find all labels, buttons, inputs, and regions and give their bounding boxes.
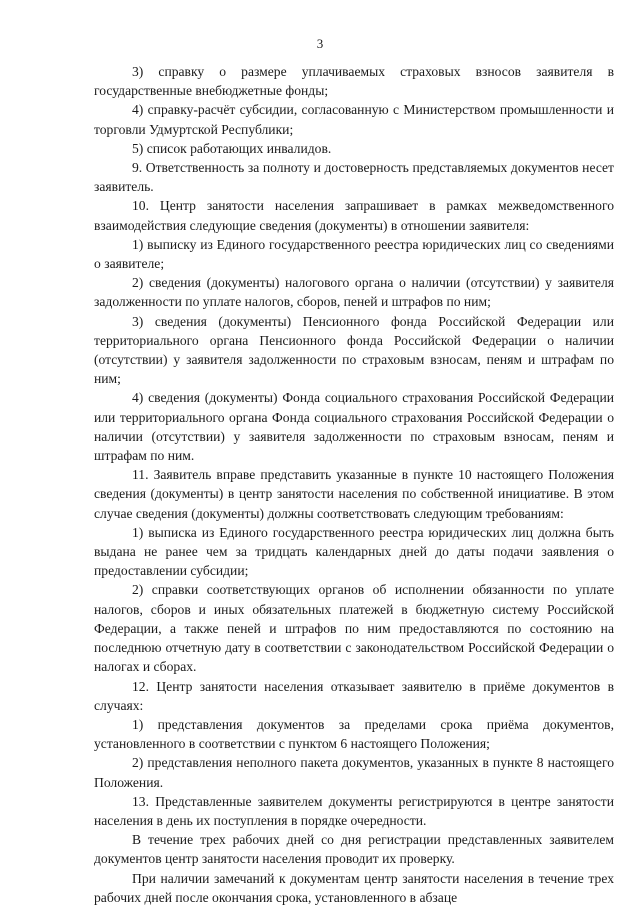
paragraph: 10. Центр занятости населения запрашивает в рамках межведомственного взаимодействия следующие сведения (документы) в отношении заявителя: — [94, 198, 614, 233]
paragraph: В течение трех рабочих дней со дня регистрации представленных заявителем документов центр занятости населения проводит их проверку. — [94, 832, 614, 867]
paragraph: 2) справки соответствующих органов об исполнении обязанности по уплате налогов, сборов и иных обязательных платежей в бюджетную систему Российской Федерации, а также пеней и штрафов по ним предоставляются по состоянию на последнюю отчетную дату в соответствии с законодательством Российской Федерации о налогах и сборах. — [94, 582, 614, 675]
paragraph: 2) сведения (документы) налогового органа о наличии (отсутствии) у заявителя задолженности по уплате налогов, сборов, пеней и штрафов по ним; — [94, 275, 614, 310]
paragraph: 2) представления неполного пакета документов, указанных в пункте 8 настоящего Положения. — [94, 755, 614, 790]
paragraph: При наличии замечаний к документам центр занятости населения в течение трех рабочих дней после окончания срока, установленного в абзаце — [94, 870, 614, 905]
paragraph: 3) сведения (документы) Пенсионного фонда Российской Федерации или территориального органа Пенсионного фонда Российской Федерации о наличии (отсутствии) у заявителя задолженности по страховым взносам, пеням и штрафам по ним; — [94, 313, 614, 387]
paragraph: 11. Заявитель вправе представить указанные в пункте 10 настоящего Положения сведения (документы) в центр занятости населения по собственной инициативе. В этом случае сведения (документы) должны соответствовать следующим требованиям: — [94, 467, 614, 521]
paragraph: 9. Ответственность за полноту и достоверность представляемых документов несет заявитель. — [94, 160, 614, 195]
paragraph: 13. Представленные заявителем документы регистрируются в центре занятости населения в день их поступления в порядке очередности. — [94, 793, 614, 828]
paragraph: 1) выписку из Единого государственного реестра юридических лиц со сведениями о заявителе; — [94, 236, 614, 272]
document-body — [94, 62, 614, 907]
page-number: 3 — [316, 36, 324, 51]
paragraph: 1) представления документов за пределами срока приёма документов, установленного в соответствии с пунктом 6 настоящего Положения; — [94, 716, 614, 752]
paragraph: 4) справку-расчёт субсидии, согласованную с Министерством промышленности и торговли Удмуртской Республики; — [94, 102, 614, 137]
paragraph: 3) справку о размере уплачиваемых страховых взносов заявителя в государственные внебюджетные фонды; — [94, 64, 614, 99]
paragraph: 5) список работающих инвалидов. — [132, 140, 332, 156]
paragraph: 1) выписка из Единого государственного реестра юридических лиц должна быть выдана не ранее чем за тридцать календарных дней до даты подачи заявления о предоставлении субсидии; — [94, 524, 614, 579]
paragraph: 12. Центр занятости населения отказывает заявителю в приёме документов в случаях: — [94, 678, 614, 713]
paragraph: 4) сведения (документы) Фонда социального страхования Российской Федерации или территориального органа Фонда социального страхования Российской Федерации о наличии (отсутствии) у заявителя задолженности по страховым взносам, пеням и штрафам по ним. — [94, 390, 614, 464]
